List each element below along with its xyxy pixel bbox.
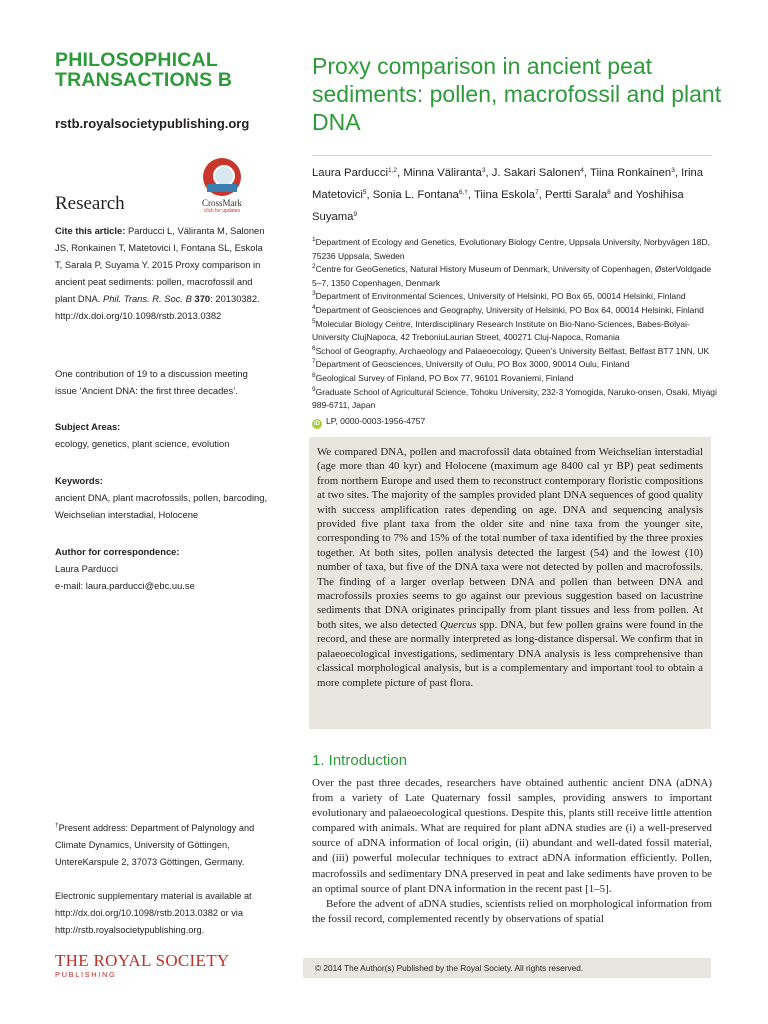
- correspondence-label: Author for correspondence:: [55, 546, 180, 557]
- article-title: Proxy comparison in ancient peat sediments: pollen, macrofossil and plant DNA: [312, 53, 722, 135]
- cite-label: Cite this article:: [55, 225, 126, 236]
- affiliation-number: 5: [312, 317, 316, 325]
- journal-name: [55, 50, 285, 90]
- author-affiliation-mark: 8: [607, 189, 611, 196]
- citation-block: [55, 222, 270, 324]
- affiliation-number: 6: [312, 344, 316, 352]
- supplementary-material-note[interactable]: Electronic supplementary material is available at http://dx.doi.org/10.1098/rstb.2013.0382 or via http://rstb.royalsocietypublishing.org.: [55, 891, 252, 935]
- affiliation-text: Graduate School of Agricultural Science, Tohoku University, 232-3 Yomogida, Naruko-onsen, Osaki, Miyagi 989-6711, Japan: [312, 386, 717, 411]
- journal-name-line2: TRANSACTIONS B: [55, 69, 233, 91]
- affiliation-list: [312, 236, 717, 413]
- publisher-logo-line1: THE ROYAL SOCIETY: [55, 951, 230, 970]
- affiliation-text: School of Geography, Archaeology and Palaeoecology, Queen’s University Belfast, Belfast BT7 1NN, UK: [315, 345, 710, 356]
- author-list: Laura Parducci$^{1,2}$, Minna Väliranta$^3$, J. Sakari Salonen$^4$, Tiina Ronkainen$^3$, Irina Matetovici$^5$, Sonia L. Fontana$^{6,\dagger}$, Tiina Eskola$^7$, Pertti Sarala$^8$ and Yoshihisa Suyama$^9$: [312, 167, 704, 223]
- introduction-para1: Over the past three decades, researchers have obtained authentic ancient DNA (aDNA) from a variety of Late Quaternary fossil samples, providing answers to important evolutionary and palaeoecological questions. Despite this, plants still receive little attention compared with animals. What are required for plant aDNA studies are (i) a well-preserved source of aDNA information of local origin, (ii) abundant and well-dated fossil material, and (iii) powerful molecular techniques to extract aDNA information efficiently. Pollen, macrofossils and sedimentary DNA preserved in peat and lake sediments have proven to be an optimal source of plant DNA information in the recent past [1–5].: [312, 777, 712, 895]
- author-name: Sonia L. Fontana: [372, 189, 459, 201]
- cite-article: : 20130382.: [210, 293, 260, 304]
- cite-volume: 370: [194, 293, 211, 304]
- title-divider: [312, 155, 712, 156]
- author-name: J. Sakari Salonen: [491, 167, 581, 179]
- affiliation-text: Centre for GeoGenetics, Natural History Museum of Denmark, University of Copenhagen, ØsterVoldgade 5–7, 1350 Copenhagen, Denmark: [312, 264, 712, 288]
- affiliation-item: [312, 304, 717, 318]
- author-name: Pertti Sarala: [544, 189, 608, 201]
- abstract-italic: Quercus: [439, 618, 477, 631]
- journal-site-link[interactable]: rstb.royalsocietypublishing.org: [55, 116, 250, 131]
- abstract-box: [309, 437, 711, 729]
- present-address-text: Present address: Department of Palynology and Climate Dynamics, University of Göttingen, UntereKarspule 2, 37073 Göttingen, Germany.: [55, 823, 255, 867]
- contribution-note: One contribution of 19 to a discussion meeting issue ‘Ancient DNA: the first three decades’.: [55, 368, 248, 396]
- affiliation-item: [312, 386, 717, 413]
- author-affiliation-mark: 3: [481, 167, 486, 174]
- affiliation-number: 4: [312, 303, 316, 311]
- author-affiliation-mark: 4: [580, 167, 584, 174]
- keywords-text: ancient DNA, plant macrofossils, pollen, barcoding, Weichselian interstadial, Holocene: [55, 492, 268, 520]
- crossmark-label: CrossMark: [202, 198, 242, 208]
- publisher-logo: [55, 951, 229, 979]
- publisher-logo-line2: PUBLISHING: [55, 970, 117, 979]
- author-affiliation-mark: 9: [353, 211, 358, 218]
- abstract-part2: spp. DNA, but few pollen grains were found in the record, and these are normally interpreted as long-distance dispersal. We confirm that in palaeoecological investigations, sedimentary DNA analysis is less comprehensive than classical morphological analysis, but is a complementary and important tool to obtain a more complete picture of past flora.: [317, 618, 703, 689]
- orcid-text: LP, 0000-0003-1956-4757: [326, 416, 426, 426]
- author-name: Minna Väliranta: [403, 167, 482, 179]
- present-address-mark: †: [55, 822, 59, 829]
- affiliation-number: 9: [312, 385, 316, 393]
- abstract-part1: We compared DNA, pollen and macrofossil data obtained from Weichselian interstadial (age more than 40 kyr) and Holocene (maximum age 8400 cal yr BP) peat sediments from northern Europe and used them to reconstruct contemporary floristic compositions at two sites. The majority of the samples provided plant DNA sequences of good quality with success amplification rates depending on age. DNA and sequencing analysis provided five plant taxa from the older site and nine taxa from the younger site, corresponding to 7% and 15% of the total number of taxa identified by the three proxies together. At both sites, pollen analysis detected the largest (54) and the lowest (10) number of taxa, but five of the DNA taxa were not detected by pollen and macrofossils. The finding of a larger overlap between DNA and pollen than between DNA and macrofossils proxies seems to go against our previous suggestion based on lacustrine sediments that DNA originates principally from plant tissues and less from pollen. At both sites, we also detected: [317, 446, 703, 631]
- crossmark-badge[interactable]: [194, 158, 250, 216]
- correspondence: [55, 543, 270, 594]
- introduction-para2: Before the advent of aDNA studies, scientists relied on morphological information from the fossil record, complemented recently by observations of spatial: [312, 897, 712, 925]
- keywords: [55, 472, 270, 523]
- copyright-notice: © 2014 The Author(s) Published by the Royal Society. All rights reserved.: [303, 958, 711, 978]
- affiliation-item: [312, 372, 717, 386]
- affiliation-number: 8: [312, 371, 316, 379]
- affiliation-text: Molecular Biology Centre, Interdisciplinary Research Institute on Bio-Nano-Sciences, Babes-Bolyai-University ClujNapoca, 42 TreboniuLaurian Street, 400271 Cluj-Napoca, Romania: [312, 318, 690, 343]
- author-name: Laura Parducci: [312, 167, 388, 179]
- affiliation-number: 2: [312, 263, 316, 271]
- author-affiliation-mark: 6,†: [458, 189, 468, 196]
- orcid-icon: iD: [314, 421, 320, 427]
- crossmark-sub: click for updates: [203, 208, 241, 214]
- author-affiliation-mark: 7: [535, 189, 539, 196]
- author-affiliation-mark: 1,2: [387, 167, 398, 174]
- journal-name-line1: PHILOSOPHICAL: [55, 49, 218, 71]
- introduction-heading: 1. Introduction: [312, 752, 408, 769]
- subject-areas-label: Subject Areas:: [55, 421, 121, 432]
- cite-journal: Phil. Trans. R. Soc. B: [102, 293, 192, 304]
- affiliation-text: Geological Survey of Finland, PO Box 77, 96101 Rovaniemi, Finland: [315, 372, 574, 383]
- author-name: Tiina Ronkainen: [589, 167, 672, 179]
- author-name: Tiina Eskola: [473, 189, 536, 201]
- affiliation-item: [312, 318, 717, 345]
- subject-areas: [55, 418, 270, 452]
- author-affiliation-mark: 5: [362, 189, 367, 196]
- cite-text: Parducci L, Väliranta M, Salonen JS, Ronkainen T, Matetovici I, Fontana SL, Eskola T, Sarala P, Suyama Y. 2015 Proxy comparison in ancient peat sediments: pollen, macrofossil and plant DNA.: [55, 225, 265, 304]
- keywords-label: Keywords:: [55, 475, 103, 486]
- abstract-text: [317, 445, 703, 690]
- affiliation-text: Department of Geosciences, University of Oulu, PO Box 3000, 90014 Oulu, Finland: [315, 359, 630, 370]
- correspondence-email-link[interactable]: e-mail: laura.parducci@ebc.uu.se: [55, 580, 195, 591]
- cite-doi-link[interactable]: http://dx.doi.org/10.1098/rstb.2013.0382: [55, 310, 222, 321]
- affiliation-text: Department of Ecology and Genetics, Evolutionary Biology Centre, Uppsala University, Norbyvägen 18D, 75236 Uppsala, Sweden: [312, 237, 710, 261]
- affiliation-number: 3: [312, 290, 316, 298]
- introduction-body: [312, 776, 712, 927]
- author-affiliation-mark: 3: [671, 167, 675, 174]
- affiliation-text: Department of Environmental Sciences, University of Helsinki, PO Box 65, 00014 Helsinki, Finland: [315, 291, 686, 302]
- affiliation-number: 7: [312, 358, 316, 366]
- orcid-line[interactable]: [312, 416, 425, 429]
- section-label: Research: [55, 193, 125, 214]
- subject-areas-text: ecology, genetics, plant science, evolution: [55, 438, 230, 449]
- affiliation-item: [312, 358, 717, 372]
- affiliation-text: Department of Geosciences and Geography, University of Helsinki, PO Box 64, 00014 Helsinki, Finland: [315, 304, 704, 315]
- affiliation-item: [312, 345, 717, 359]
- crossmark-icon-bar: [207, 184, 237, 192]
- affiliation-item: [312, 263, 717, 290]
- affiliation-item: [312, 236, 717, 263]
- author-name: Yoshihisa Suyama: [312, 189, 684, 223]
- affiliation-item: [312, 290, 717, 304]
- affiliation-number: 1: [312, 236, 316, 243]
- author-name: Irina Matetovici: [312, 167, 704, 201]
- present-address-note: [55, 820, 270, 871]
- correspondence-name: Laura Parducci: [55, 563, 119, 574]
